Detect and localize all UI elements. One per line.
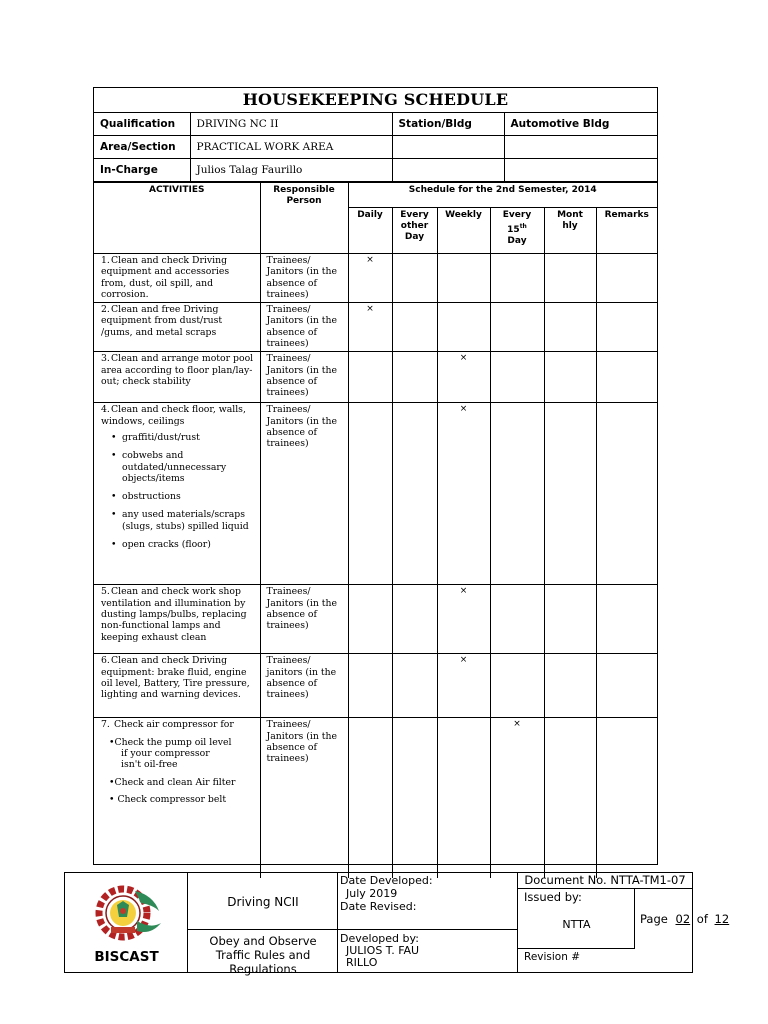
sub-item: • Check compressor belt bbox=[109, 793, 227, 805]
responsible-cell: Trainees/ janitors (in the absence of trainees) bbox=[260, 654, 348, 718]
activity-cell: 5.Clean and check work shop ventilation and illumination by dusting lamps/bulbs, replacing non-functional lamps and keeping exhaust clean bbox=[94, 585, 260, 654]
station-label: Station/Bldg bbox=[392, 113, 504, 136]
list-item: • cobwebs and outdated/unnecessary objects/items bbox=[111, 450, 256, 484]
responsible-cell: Trainees/ Janitors (in the absence of trainees) bbox=[260, 254, 348, 303]
area-label: Area/Section bbox=[94, 136, 190, 159]
responsible-header: Responsible Person bbox=[260, 183, 348, 254]
activity-cell: 2.Clean and free Driving equipment from dust/rust /gums, and metal scraps bbox=[94, 303, 260, 352]
header-info-table bbox=[94, 113, 657, 182]
schedule-table bbox=[94, 182, 657, 878]
date-developed-value: July 2019 bbox=[346, 887, 398, 900]
qualification-value: DRIVING NC II bbox=[190, 113, 392, 136]
module-title: Obey and Observe Traffic Rules and Regulations bbox=[188, 929, 338, 971]
developed-by-value: JULIOS T. FAU bbox=[346, 944, 420, 957]
mark-every-15th-day: × bbox=[490, 718, 544, 878]
bullet-list bbox=[101, 432, 256, 550]
date-revised-label: Date Revised: bbox=[340, 900, 417, 913]
responsible-cell: Trainees/ Janitors (in the absence of trainees) bbox=[260, 303, 348, 352]
activity-cell: 3.Clean and arrange motor pool area according to floor plan/lay-out; check stability bbox=[94, 352, 260, 403]
issued-by-value: NTTA bbox=[562, 918, 591, 931]
incharge-value: Julios Talag Faurillo bbox=[190, 159, 392, 182]
housekeeping-schedule-sheet bbox=[93, 87, 658, 865]
list-item: • graffiti/dust/rust bbox=[111, 432, 256, 443]
mark-weekly: × bbox=[437, 654, 490, 718]
col-weekly: Weekly bbox=[437, 208, 490, 254]
activities-header: ACTIVITIES bbox=[94, 183, 260, 254]
col-remarks: Remarks bbox=[596, 208, 657, 254]
empty-cell bbox=[392, 136, 504, 159]
col-every-15th-day: Every 15th Day bbox=[490, 208, 544, 254]
list-item: • open cracks (floor) bbox=[111, 539, 256, 550]
revision-label: Revision # bbox=[524, 951, 581, 963]
sub-item: if your compressor bbox=[121, 747, 210, 759]
responsible-cell: Trainees/ Janitors (in the absence of trainees) bbox=[260, 585, 348, 654]
empty-cell bbox=[504, 159, 657, 182]
col-daily: Daily bbox=[348, 208, 392, 254]
activity-cell: 6.Clean and check Driving equipment: brake fluid, engine oil level, Battery, Tire pressure, lighting and warning devices. bbox=[94, 654, 260, 718]
document-info-cell bbox=[518, 873, 730, 972]
list-item: • any used materials/scraps (slugs, stubs) spilled liquid bbox=[111, 509, 256, 532]
activity-cell: 7. Check air compressor for •Check the pump oil level if your compressor isn't oil-free •Check and clean Air filter • Check compressor belt bbox=[94, 718, 260, 878]
responsible-cell: Trainees/ Janitors (in the absence of trainees) bbox=[260, 352, 348, 403]
date-developed-label: Date Developed: bbox=[340, 874, 433, 887]
document-number: Document No. NTTA-TM1-07 bbox=[518, 873, 692, 889]
logo-cell bbox=[65, 873, 188, 972]
mark-weekly: × bbox=[437, 585, 490, 654]
mark-weekly: × bbox=[437, 352, 490, 403]
qualification-label: Qualification bbox=[94, 113, 190, 136]
table-row bbox=[94, 654, 657, 718]
mark-weekly: × bbox=[437, 403, 490, 585]
activity-cell: 1.Clean and check Driving equipment and accessories from, dust, oil spill, and corrosion. bbox=[94, 254, 260, 303]
station-value: Automotive Bldg bbox=[504, 113, 657, 136]
mark-daily: × bbox=[348, 303, 392, 352]
col-every-other-day: Every other Day bbox=[392, 208, 437, 254]
school-name: BISCAST bbox=[94, 949, 159, 965]
responsible-cell: Trainees/ Janitors (in the absence of trainees) bbox=[260, 403, 348, 585]
schedule-header: Schedule for the 2nd Semester, 2014 bbox=[348, 183, 657, 208]
responsible-cell: Trainees/ Janitors (in the absence of trainees) bbox=[260, 718, 348, 878]
empty-cell bbox=[504, 136, 657, 159]
page-title: HOUSEKEEPING SCHEDULE bbox=[94, 88, 657, 113]
table-row bbox=[94, 303, 657, 352]
area-value: PRACTICAL WORK AREA bbox=[190, 136, 392, 159]
list-item: • obstructions bbox=[111, 491, 256, 502]
page-number: Page 02 of 12 bbox=[640, 912, 730, 926]
incharge-label: In-Charge bbox=[94, 159, 190, 182]
developed-by-value-2: RILLO bbox=[346, 956, 378, 969]
table-row bbox=[94, 254, 657, 303]
date-cell bbox=[338, 873, 518, 972]
table-row bbox=[94, 585, 657, 654]
mark-daily: × bbox=[348, 254, 392, 303]
col-monthly: Monthly bbox=[544, 208, 596, 254]
activity-cell: 4.Clean and check floor, walls, windows, ceilings • graffiti/dust/rust • cobwebs and outdated/unnecessary objects/items • obstructions • any used materials/scraps (slugs, stubs) spilled liquid • open cracks (floor) bbox=[94, 403, 260, 585]
empty-cell bbox=[392, 159, 504, 182]
table-row bbox=[94, 352, 657, 403]
sub-item: •Check the pump oil level bbox=[109, 736, 232, 748]
issued-by-label: Issued by: bbox=[524, 890, 582, 904]
document-footer bbox=[64, 872, 730, 976]
table-row bbox=[94, 403, 657, 585]
sub-item: •Check and clean Air filter bbox=[109, 776, 236, 788]
table-row bbox=[94, 718, 657, 878]
school-logo-icon bbox=[87, 881, 167, 943]
course-cell bbox=[188, 873, 338, 976]
course-name: Driving NCII bbox=[227, 895, 299, 909]
sub-item: isn't oil-free bbox=[121, 759, 178, 771]
developed-by-label: Developed by: bbox=[340, 932, 419, 945]
